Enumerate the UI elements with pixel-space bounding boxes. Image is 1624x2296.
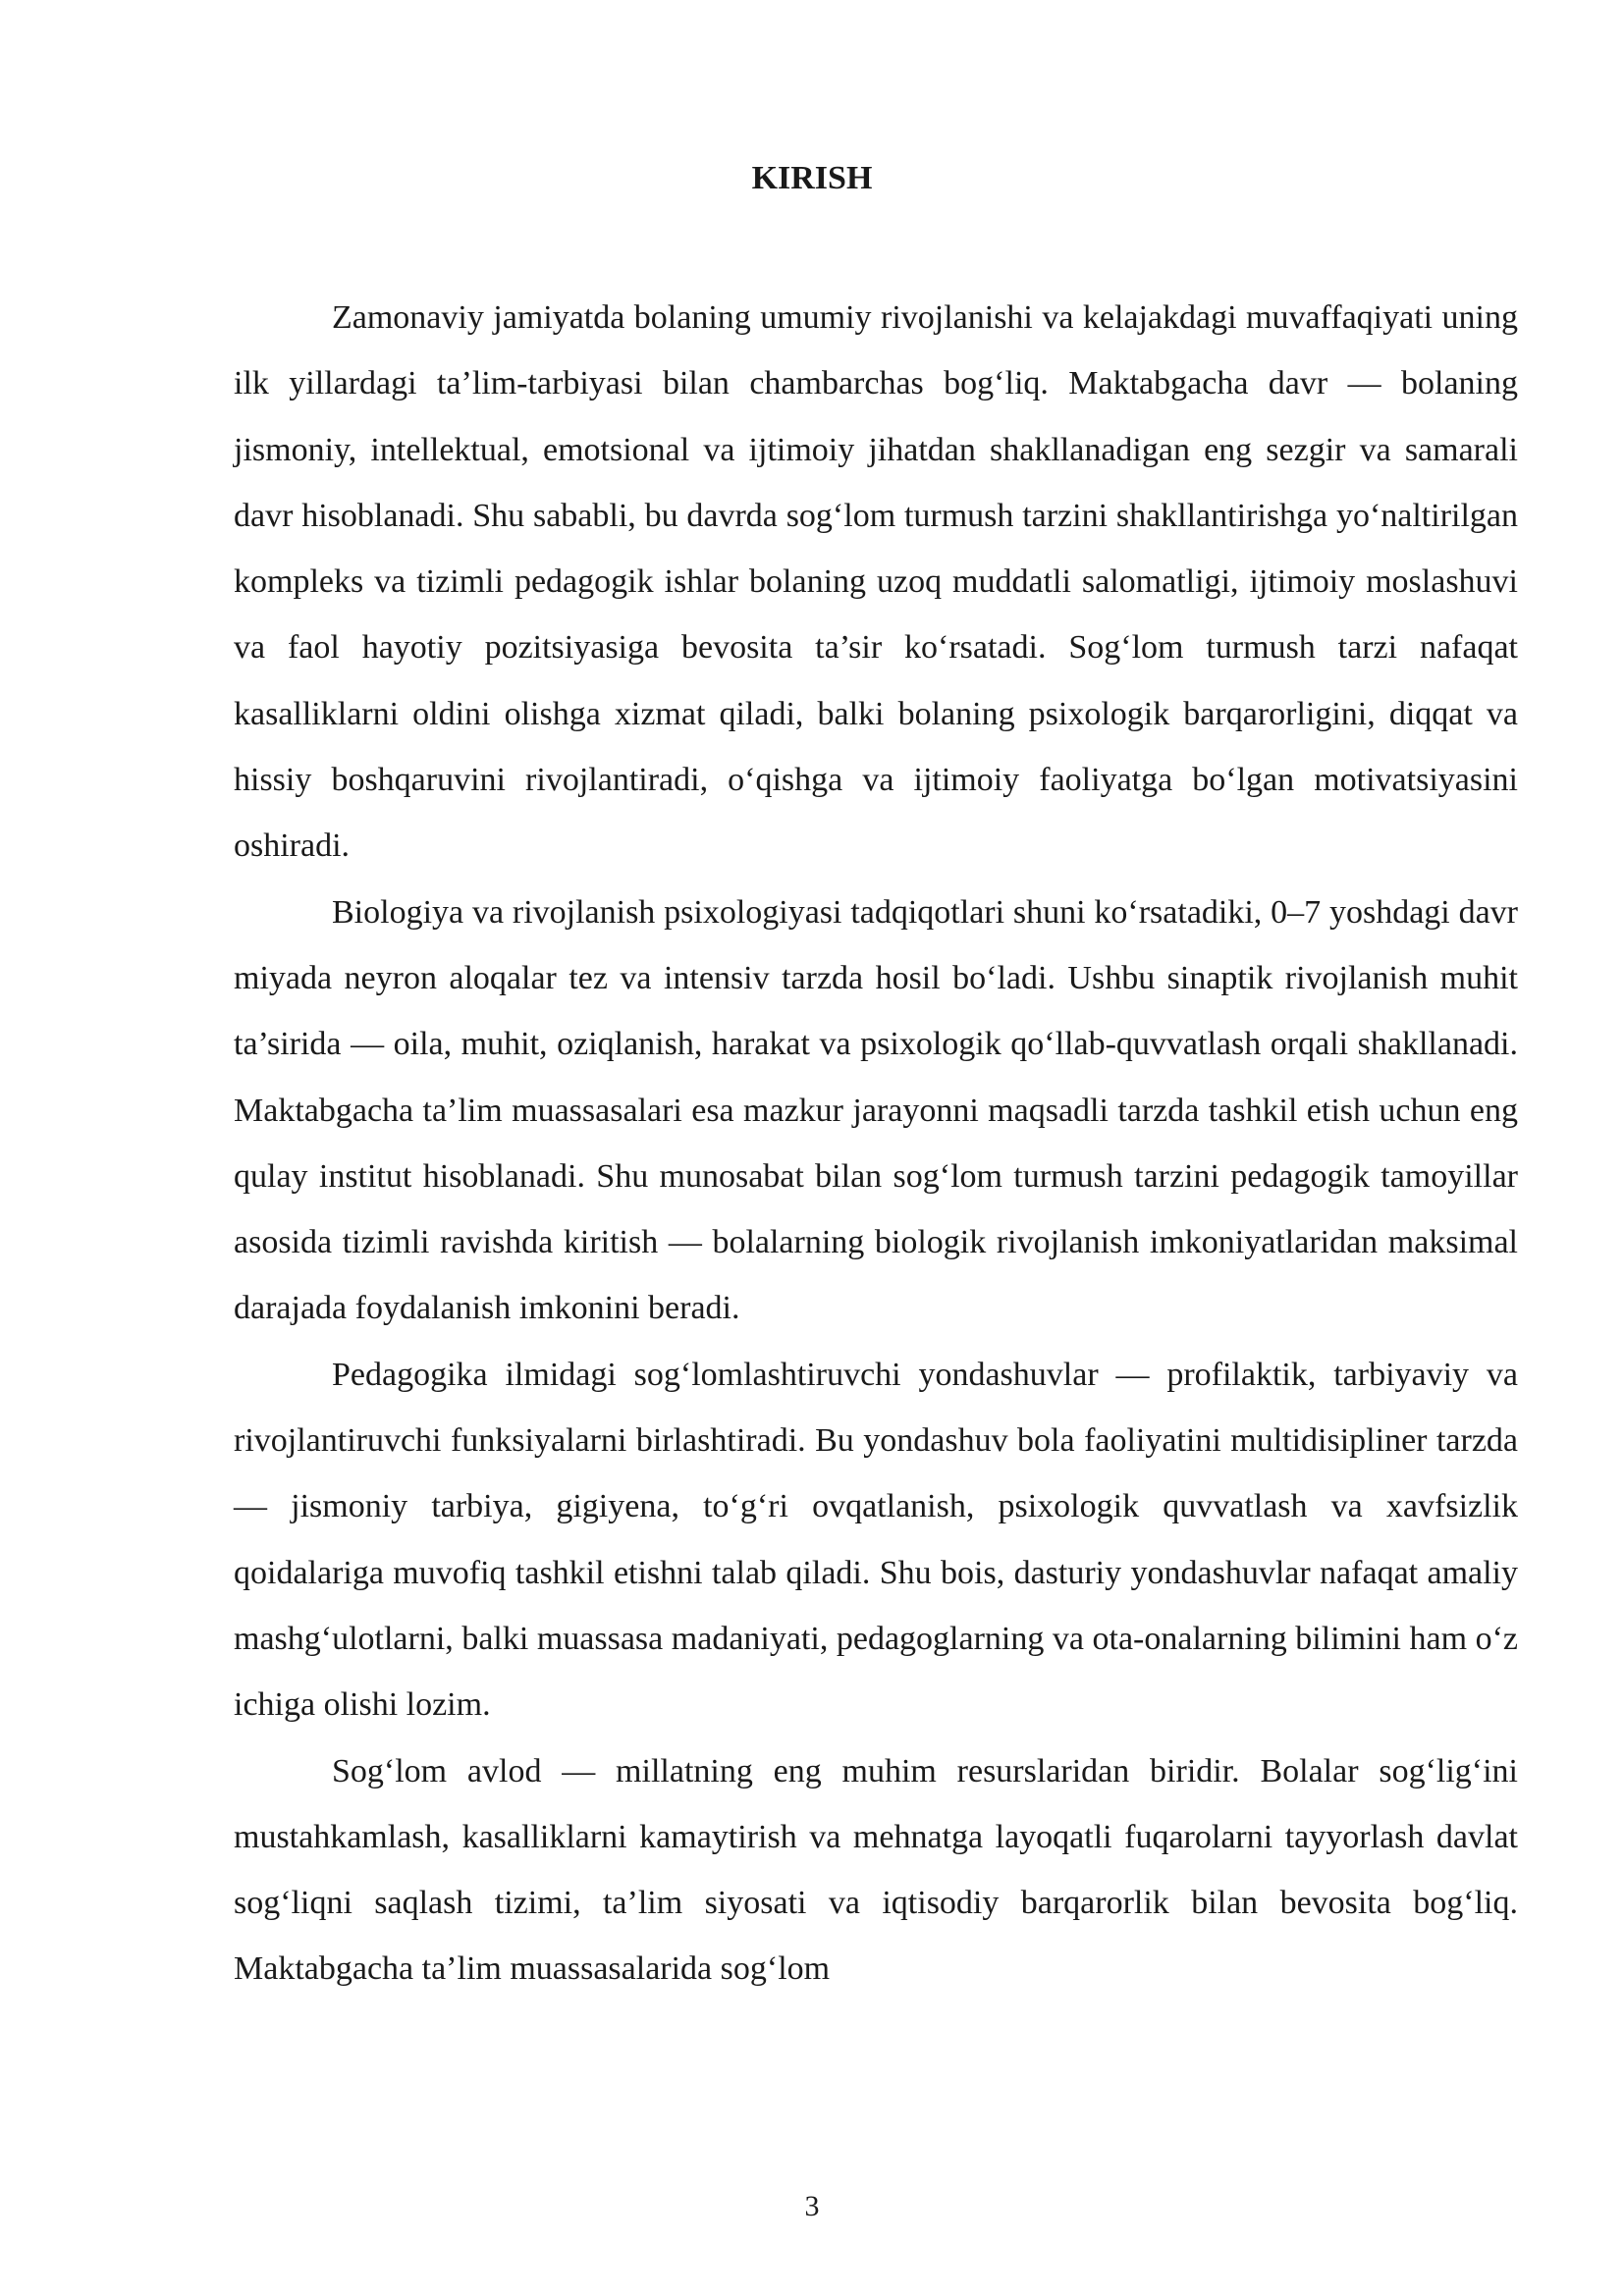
page-number: 3 xyxy=(804,2190,820,2222)
paragraph-3: Pedagogika ilmidagi sog‘lomlashtiruvchi yondashuvlar — profilaktik, tarbiyaviy va rivojlantiruvchi funksiyalarni birlashtiradi. Bu yondashuv bola faoliyatini multidisipliner tarzda — jismoniy tarbiya, gigiyena, to‘g‘ri ovqatlanish, psixologik quvvatlash va xavfsizlik qoidalariga muvofiq tashkil etishni talab qiladi. Shu bois, dasturiy yondashuvlar nafaqat amaliy mashg‘ulotlarni, balki muassasa madaniyati, pedagoglarning va ota-onalarning bilimini ham o‘z ichiga olishi lozim. xyxy=(234,1356,1518,1724)
page-title: KIRISH xyxy=(751,160,873,196)
paragraph-2: Biologiya va rivojlanish psixologiyasi tadqiqotlari shuni ko‘rsatadiki, 0–7 yoshdagi davr miyada neyron aloqalar tez va intensiv tarzda hosil bo‘ladi. Ushbu sinaptik rivojlanish muhit ta’sirida — oila, muhit, oziqlanish, harakat va psixologik qo‘llab-quvvatlash orqali shakllanadi. Maktabgacha ta’lim muassasalari esa mazkur jarayonni maqsadli tarzda tashkil etish uchun eng qulay institut hisoblanadi. Shu munosabat bilan sog‘lom turmush tarzini pedagogik tamoyillar asosida tizimli ravishda kiritish — bolalarning biologik rivojlanish imkoniyatlaridan maksimal darajada foydalanish imkonini beradi. xyxy=(234,893,1518,1327)
paragraph-4: Sog‘lom avlod — millatning eng muhim resurslaridan biridir. Bolalar sog‘lig‘ini mustahkamlash, kasalliklarni kamaytirish va mehnatga layoqatli fuqarolarni tayyorlash davlat sog‘liqni saqlash tizimi, ta’lim siyosati va iqtisodiy barqarorlik bilan bevosita bog‘liq. Maktabgacha ta’lim muassasalarida sog‘lom xyxy=(234,1752,1518,1988)
paragraph-1: Zamonaviy jamiyatda bolaning umumiy rivojlanishi va kelajakdagi muvaffaqiyati uning ilk yillardagi ta’lim-tarbiyasi bilan chambarchas bog‘liq. Maktabgacha davr — bolaning jismoniy, intellektual, emotsional va ijtimoiy jihatdan shakllanadigan eng sezgir va samarali davr hisoblanadi. Shu sababli, bu davrda sog‘lom turmush tarzini shakllantirishga yo‘naltirilgan kompleks va tizimli pedagogik ishlar bolaning uzoq muddatli salomatligi, ijtimoiy moslashuvi va faol hayotiy pozitsiyasiga bevosita ta’sir ko‘rsatadi. Sog‘lom turmush tarzi nafaqat kasalliklarni oldini olishga xizmat qiladi, balki bolaning psixologik barqarorligini, diqqat va hissiy boshqaruvini rivojlantiradi, o‘qishga va ijtimoiy faoliyatga bo‘lgan motivatsiyasini oshiradi. xyxy=(234,299,1518,865)
body-text xyxy=(234,285,1518,2002)
